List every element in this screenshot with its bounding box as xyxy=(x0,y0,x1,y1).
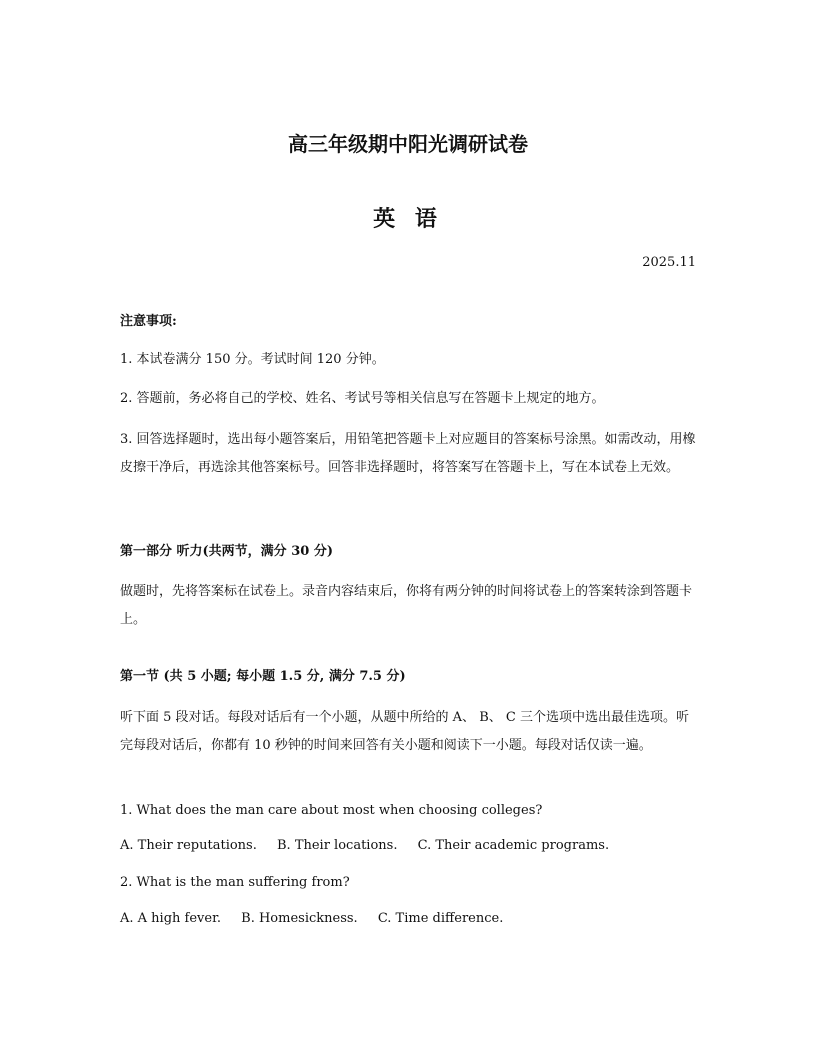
question-1-stem: 1. What does the man care about most when choosing colleges? xyxy=(120,803,543,818)
part1-heading: 第一部分 听力(共两节，满分 30 分) xyxy=(120,544,333,559)
exam-date: 2025.11 xyxy=(642,255,696,270)
notice-heading: 注意事项: xyxy=(120,314,177,329)
notice-item-3: 3. 回答选择题时，选出每小题答案后，用铅笔把答题卡上对应题目的答案标号涂黑。如需改动，用橡皮擦干净后，再选涂其他答案标号。回答非选择题时，将答案写在答题卡上，写在本试卷上无效。 xyxy=(120,432,696,475)
subject-title: 英 语 xyxy=(373,206,443,232)
question-1-option-b: B. Their locations. xyxy=(277,838,398,853)
notice-item-2: 2. 答题前，务必将自己的学校、姓名、考试号等相关信息写在答题卡上规定的地方。 xyxy=(120,391,605,406)
section1-instruction: 听下面 5 段对话。每段对话后有一个小题，从题中所给的 A、 B、 C 三个选项中选出最佳选项。听完每段对话后，你都有 10 秒钟的时间来回答有关小题和阅读下一小题。每段对话仅读一遍。 xyxy=(120,710,689,753)
question-1-options xyxy=(120,834,700,858)
question-1-option-c: C. Their academic programs. xyxy=(417,838,610,853)
question-1-option-a: A. Their reputations. xyxy=(120,838,257,853)
section1-heading: 第一节 (共 5 小题; 每小题 1.5 分, 满分 7.5 分) xyxy=(120,669,406,684)
exam-title: 高三年级期中阳光调研试卷 xyxy=(288,132,528,156)
question-2-option-a: A. A high fever. xyxy=(120,911,221,926)
question-2-option-c: C. Time difference. xyxy=(377,911,504,926)
question-2-option-b: B. Homesickness. xyxy=(241,911,358,926)
notice-item-1: 1. 本试卷满分 150 分。考试时间 120 分钟。 xyxy=(120,352,385,367)
question-2-stem: 2. What is the man suffering from? xyxy=(120,875,350,890)
part1-instruction: 做题时，先将答案标在试卷上。录音内容结束后，你将有两分钟的时间将试卷上的答案转涂到答题卡上。 xyxy=(120,584,693,627)
question-2-options xyxy=(120,907,700,931)
